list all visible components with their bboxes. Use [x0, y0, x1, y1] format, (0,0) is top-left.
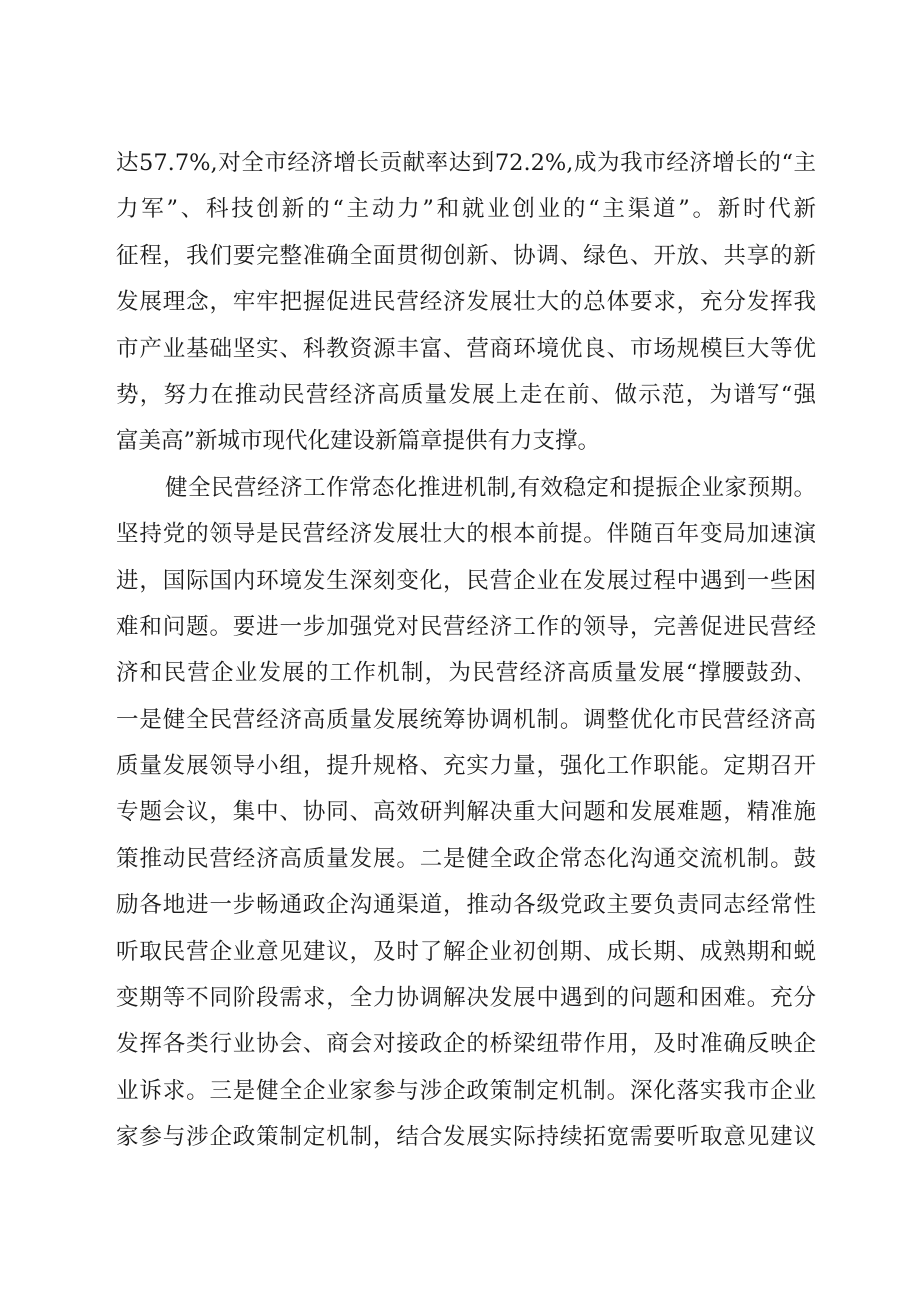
- text-line: 一是健全民营经济高质量发展统筹协调机制。调整优化市民营经济高: [116, 706, 816, 733]
- text-line: 质量发展领导小组，提升规格、充实力量，强化工作职能。定期召开: [116, 753, 816, 780]
- text-line: 势，努力在推动民营经济高质量发展上走在前、做示范，为谱写“强: [116, 381, 816, 408]
- text-line: 业诉求。三是健全企业家参与涉企政策制定机制。深化落实我市企业: [116, 1077, 816, 1104]
- paragraph-1: [116, 140, 816, 465]
- text-line: 健全民营经济工作常态化推进机制,有效稳定和提振企业家预期。: [165, 474, 816, 501]
- text-line: 进，国际国内环境发生深刻变化，民营企业在发展过程中遇到一些困: [116, 567, 816, 594]
- text-line: 变期等不同阶段需求，全力协调解决发展中遇到的问题和困难。充分: [116, 985, 816, 1012]
- text-line: 达57.7%,对全市经济增长贡献率达到72.2%,成为我市经济增长的“主: [116, 150, 816, 176]
- document-body: [116, 140, 816, 1161]
- text-line: 家参与涉企政策制定机制，结合发展实际持续拓宽需要听取意见建议: [116, 1124, 816, 1151]
- text-line: 专题会议，集中、协同、高效研判解决重大问题和发展难题，精准施: [116, 799, 816, 826]
- text-line: 励各地进一步畅通政企沟通渠道，推动各级党政主要负责同志经常性: [116, 892, 816, 919]
- text-line: 难和问题。要进一步加强党对民营经济工作的领导，完善促进民营经: [116, 613, 816, 640]
- text-line: 发挥各类行业协会、商会对接政企的桥梁纽带作用，及时准确反映企: [116, 1031, 816, 1058]
- text-line: 听取民营企业意见建议，及时了解企业初创期、成长期、成熟期和蜕: [116, 938, 816, 965]
- text-line: 策推动民营经济高质量发展。二是健全政企常态化沟通交流机制。鼓: [116, 845, 816, 872]
- text-line: 力军”、科技创新的“主动力”和就业创业的“主渠道”。新时代新: [116, 196, 816, 223]
- text-line: 济和民营企业发展的工作机制，为民营经济高质量发展“撑腰鼓劲、: [116, 660, 816, 687]
- paragraph-2: [116, 465, 816, 1161]
- text-line: 富美高”新城市现代化建设新篇章提供有力支撑。: [116, 428, 601, 455]
- text-line: 征程，我们要完整准确全面贯彻创新、协调、绿色、开放、共享的新: [116, 242, 816, 269]
- text-line: 市产业基础坚实、科教资源丰富、营商环境优良、市场规模巨大等优: [116, 335, 816, 362]
- text-line: 发展理念，牢牢把握促进民营经济发展壮大的总体要求，充分发挥我: [116, 289, 816, 316]
- text-line: 坚持党的领导是民营经济发展壮大的根本前提。伴随百年变局加速演: [116, 521, 816, 548]
